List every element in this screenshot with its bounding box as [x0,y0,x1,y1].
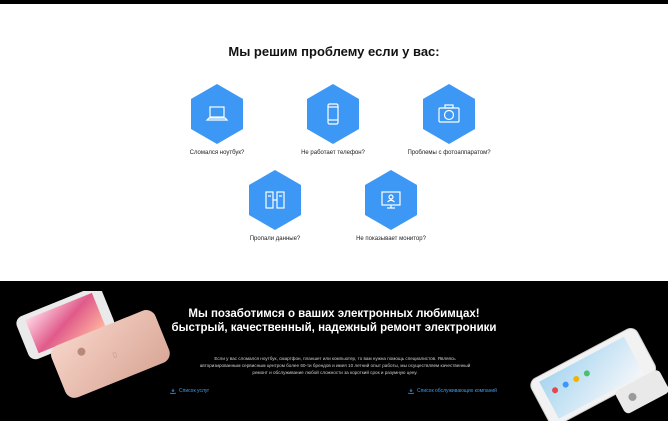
laptop-icon [205,102,229,126]
download-icon [170,388,176,394]
monitor-icon [379,188,403,212]
phones-illustration-left [10,291,180,421]
server-icon [263,188,287,212]
service-companies-label: Список обслуживающих компаний [417,388,497,394]
problems-section [0,4,668,281]
problem-label: Не показывает монитор? [356,236,426,242]
problem-camera[interactable] [374,84,524,156]
problem-label: Не работает телефон? [301,150,365,156]
hexagon-badge [307,84,359,144]
promo-section [0,281,668,421]
problem-monitor[interactable] [316,170,466,242]
hexagon-badge [423,84,475,144]
problem-label: Пропали данные? [249,236,301,242]
problem-label: Проблемы с фотоаппаратом? [407,150,491,156]
camera-icon [437,102,461,126]
phones-illustration-right [510,326,668,421]
problem-label: Сломался ноутбук? [189,150,245,156]
download-icon [408,388,414,394]
service-companies-link[interactable] [408,388,497,394]
phone-icon [321,102,345,126]
services-list-link[interactable] [170,388,209,394]
promo-text: Если у вас сломался ноутбук, смартфон, планшет или компьютер, то вам нужна помощь специалистов. Являясь авторизированным сервисным центром более 60-ти брендов и имея 10 летний опыт работы, мы осуществляем качественный ремонт и обслуживание любой сложности за короткий срок и разумную цену. [199,356,471,375]
hexagon-badge [249,170,301,230]
hexagon-badge [365,170,417,230]
promo-title: Мы позаботимся о ваших электронных любимцах! быстрый, качественный, надежный ремонт электроники [171,308,497,334]
services-list-label: Список услуг [179,388,210,394]
problems-title: Мы решим проблему если у вас: [228,44,440,59]
hexagon-badge [191,84,243,144]
